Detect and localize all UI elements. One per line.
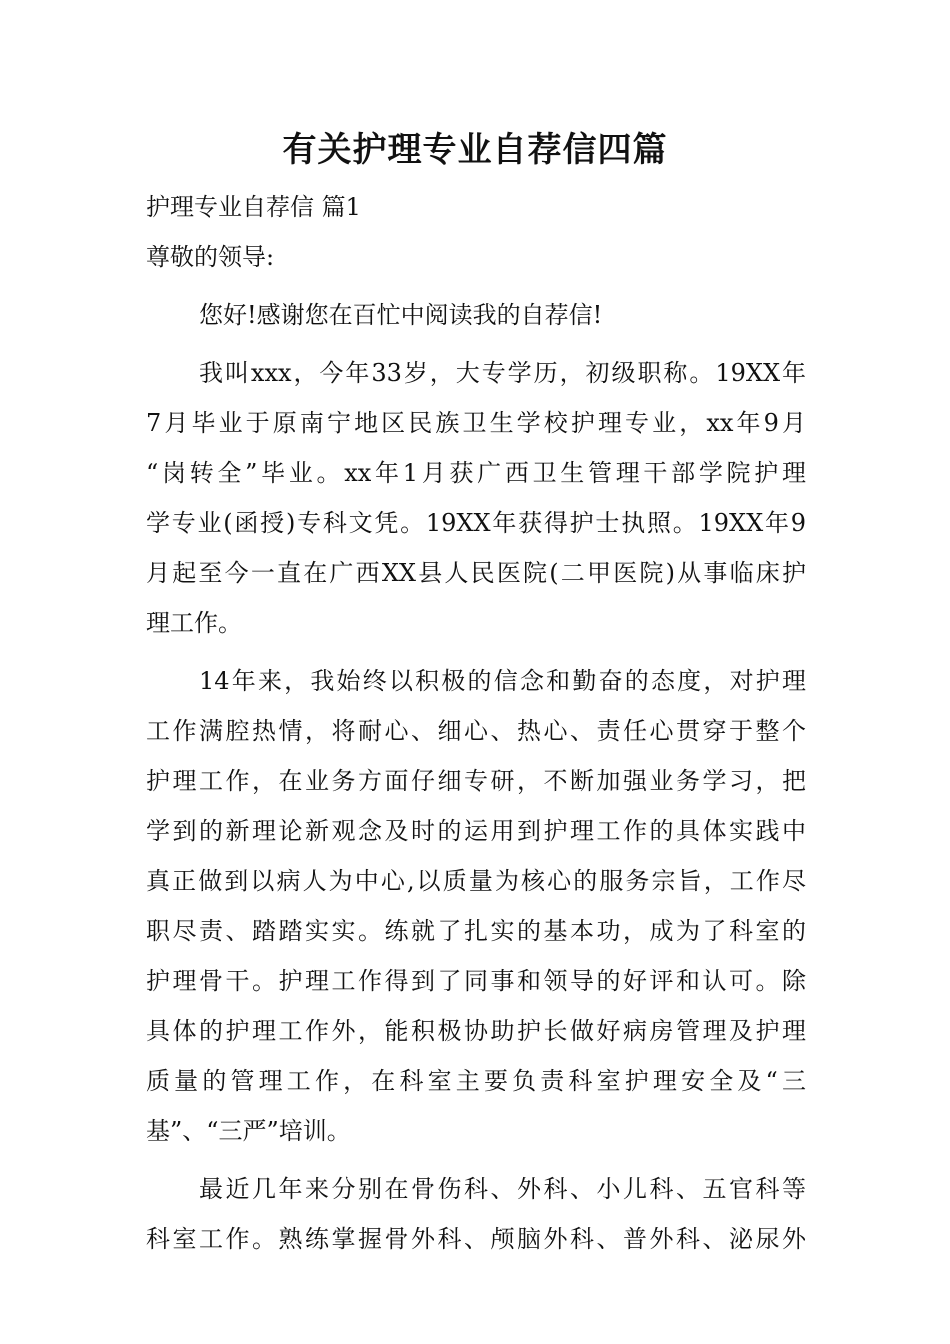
paragraph-line: 真正做到以病人为中心,以质量为核心的服务宗旨，工作尽 [146, 867, 806, 895]
document-title: 有关护理专业自荐信四篇 [282, 130, 668, 170]
paragraph-gap [146, 1156, 806, 1164]
salutation: 尊敬的领导: [146, 243, 275, 271]
paragraph-gap [146, 282, 806, 290]
paragraph-line: “岗转全”毕业。xx年1月获广西卫生管理干部学院护理 [146, 459, 806, 487]
document-body [146, 182, 806, 1264]
paragraph-gap [146, 340, 806, 348]
paragraph-line: 护理工作，在业务方面仔细专研，不断加强业务学习，把 [146, 767, 806, 795]
paragraph-line: 7月毕业于原南宁地区民族卫生学校护理专业，xx年9月 [146, 409, 806, 437]
section-heading: 护理专业自荐信 篇1 [146, 193, 361, 221]
paragraph-line: 14年来，我始终以积极的信念和勤奋的态度，对护理 [199, 667, 806, 695]
paragraph-line: 质量的管理工作，在科室主要负责科室护理安全及“三 [146, 1067, 806, 1095]
paragraph-gap [146, 648, 806, 656]
paragraph-line: 职尽责、踏踏实实。练就了扎实的基本功，成为了科室的 [146, 917, 806, 945]
paragraph-line: 基”、“三严”培训。 [146, 1117, 351, 1145]
paragraph-3 [146, 1164, 806, 1264]
paragraph-line: 学专业(函授)专科文凭。19XX年获得护士执照。19XX年9 [146, 509, 806, 537]
paragraph-line: 护理骨干。护理工作得到了同事和领导的好评和认可。除 [146, 967, 806, 995]
greeting: 您好!感谢您在百忙中阅读我的自荐信! [199, 301, 603, 329]
paragraph-line: 理工作。 [146, 609, 242, 637]
paragraph-line: 科室工作。熟练掌握骨外科、颅脑外科、普外科、泌尿外 [146, 1225, 806, 1253]
paragraph-line: 工作满腔热情，将耐心、细心、热心、责任心贯穿于整个 [146, 717, 806, 745]
paragraph-line: 月起至今一直在广西XX县人民医院(二甲医院)从事临床护 [146, 559, 806, 587]
paragraph-line: 学到的新理论新观念及时的运用到护理工作的具体实践中 [146, 817, 806, 845]
paragraph-line: 我叫xxx，今年33岁，大专学历，初级职称。19XX年 [199, 359, 806, 387]
paragraph-1 [146, 348, 806, 648]
paragraph-2 [146, 656, 806, 1156]
paragraph-line: 最近几年来分别在骨伤科、外科、小儿科、五官科等 [199, 1175, 806, 1203]
paragraph-line: 具体的护理工作外，能积极协助护长做好病房管理及护理 [146, 1017, 806, 1045]
